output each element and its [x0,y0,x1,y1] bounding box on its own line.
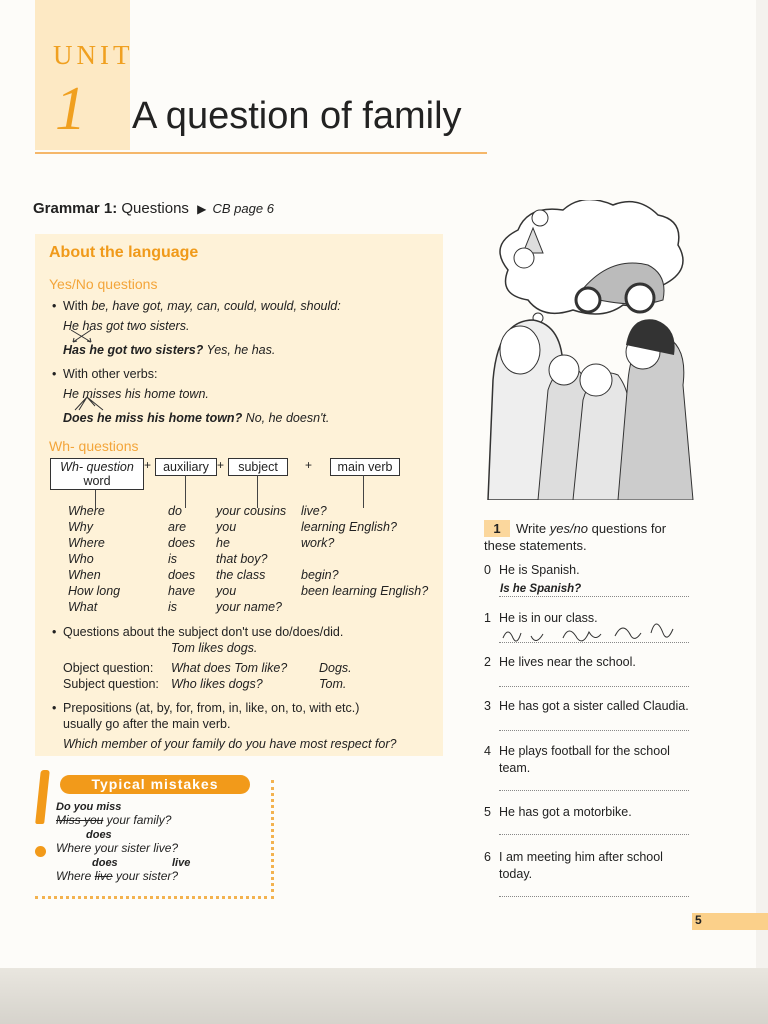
subject-answer: Tom. [319,677,347,691]
wh-table-cell-aux: does [168,568,196,582]
exercise-instruction [484,520,666,554]
wh-table-cell-wh: Who [68,552,94,566]
auxiliary-box: auxiliary [155,458,217,476]
page-number: 5 [695,913,702,927]
plus-1: + [144,458,152,472]
wh-table-cell-wh: Where [68,536,105,550]
family-cartoon-illustration [478,200,700,500]
object-question-label: Object question: [63,661,154,675]
mistake2-line: Where your sister live? [56,841,179,855]
answer-line-6[interactable] [499,896,689,897]
unit-label: UNIT [53,40,134,70]
mistake1-line [56,812,171,828]
item-text: He has got a motorbike. [499,805,632,819]
about-the-language-panel [35,234,443,756]
wh-table-cell-subj: the class [216,568,266,582]
wh-table-cell-wh: How long [68,584,121,598]
instruction-c: questions for [588,521,667,536]
item-text: He is in our class. [499,611,598,625]
example-question: Has he got two sisters? [63,343,204,357]
item-number: 5 [484,805,491,819]
mistake3-wrong: live [94,869,113,883]
item-text-line2: team. [499,761,531,775]
example-has-got: He has got two sisters. [63,319,190,333]
play-arrow-icon: ▶ [197,202,207,216]
wh-table-cell-aux: do [168,504,182,518]
answer-line-1[interactable] [499,642,689,643]
insert-arrows-icon [65,394,125,414]
exclamation-dot-icon [35,846,46,857]
yesno-heading: Yes/No questions [49,276,158,292]
unit-number: 1 [55,75,86,143]
grammar-heading [33,200,274,217]
grammar-label: Grammar 1: [33,200,118,217]
bullet-other-verbs: • With other verbs: [63,366,157,382]
wh-word-line1: Wh- question [60,460,134,474]
bullet-prepositions: • Prepositions (at, by, for, from, in, like, on, to, with etc.) [63,700,359,716]
bullet1-verbs: be, have got, may, can, could, would, should: [91,299,341,313]
wh-word-box [50,458,144,490]
instruction-d: these statements. [484,538,587,553]
mistake1-wrong: Miss you [56,813,104,827]
wh-table-cell-wh: What [68,600,98,614]
item-number: 1 [484,611,491,625]
cb-page-ref: CB page 6 [212,201,274,216]
grammar-topic: Questions [121,200,189,217]
prepositions-example: Which member of your family do you have most respect for? [63,737,397,751]
mistake3-correction-b: live [172,857,191,869]
wh-table-cell-subj: you [216,520,237,534]
wh-table-cell-verb: learning English? [301,520,397,534]
plus-3: + [305,458,313,472]
mistake3-correction-a: does [92,857,118,869]
item-text-line2: today. [499,867,533,881]
mistake3-post: your sister? [112,869,179,883]
wh-table-cell-wh: Where [68,504,105,518]
connector-line [185,475,186,508]
instruction-b: yes/no [549,521,589,536]
wh-table-cell-verb: work? [301,536,335,550]
subject-box: subject [228,458,288,476]
wh-table-cell-aux: is [168,600,178,614]
mistake3-pre: Where [56,869,95,883]
wh-table-cell-aux: have [168,584,196,598]
mistake1-rest: your family? [103,813,172,827]
bullet-modal-verbs [63,298,341,314]
plus-2: + [217,458,225,472]
answer-line-5[interactable] [499,834,689,835]
mistake3-line [56,868,178,884]
wh-word-line2: word [83,474,111,488]
answer-line-4[interactable] [499,790,689,791]
scanner-edge [0,968,768,1024]
wh-table-cell-subj: he [216,536,230,550]
instruction-a: Write [516,521,550,536]
item-0-answer: Is he Spanish? [500,583,582,595]
wh-table-cell-verb: been learning English? [301,584,429,598]
bullet-subject-questions: • Questions about the subject don't use do/does/did. [63,624,343,640]
connector-line [363,475,364,508]
typical-mistakes-badge: Typical mistakes [60,775,250,794]
answer-line-2[interactable] [499,686,689,687]
about-title: About the language [49,244,199,261]
object-answer: Dogs. [319,661,352,675]
subject-question-label: Subject question: [63,677,159,691]
prepositions-line2: usually go after the main verb. [63,717,231,731]
wh-heading: Wh- questions [49,438,139,454]
example-answer: Yes, he has. [203,343,276,357]
item-text: He plays football for the school [499,744,670,758]
example-question-2: Does he miss his home town? [63,411,243,425]
wh-table-cell-subj: that boy? [216,552,268,566]
item-number: 6 [484,850,491,864]
wh-table-cell-wh: When [68,568,101,582]
wh-table-cell-wh: Why [68,520,93,534]
item-text: I am meeting him after school [499,850,663,864]
item-text: He lives near the school. [499,655,636,669]
item-number: 2 [484,655,491,669]
item-number: 0 [484,563,491,577]
unit-title: A question of family [132,95,462,137]
wh-table-cell-aux: are [168,520,187,534]
subject-question: Who likes dogs? [171,677,263,691]
mistake1-correction: Do you miss [56,801,122,813]
item-number: 3 [484,699,491,713]
bullet1-prefix: With [63,299,92,313]
wh-table-cell-aux: is [168,552,178,566]
example-tom-likes-dogs: Tom likes dogs. [171,641,258,655]
wh-table-cell-aux: does [168,536,196,550]
wh-table-cell-subj: your name? [216,600,283,614]
example-misses: He misses his home town. [63,387,209,401]
main-verb-box: main verb [330,458,400,476]
title-rule [35,152,487,154]
example-answer-2: No, he doesn't. [242,411,330,425]
wh-table-cell-subj: your cousins [216,504,287,518]
item-text: He has got a sister called Claudia. [499,699,689,713]
swap-arrows-icon [65,328,105,346]
exercise-number: 1 [484,520,510,537]
wh-table-cell-subj: you [216,584,237,598]
mistake2-correction: does [86,829,112,841]
page-number-tab [692,913,768,930]
wh-table-cell-verb: begin? [301,568,339,582]
answer-line-0[interactable] [499,596,689,597]
answer-line-3[interactable] [499,730,689,731]
item-text: He is Spanish. [499,563,580,577]
wh-table-cell-verb: live? [301,504,327,518]
object-question: What does Tom like? [171,661,288,675]
item-number: 4 [484,744,491,758]
